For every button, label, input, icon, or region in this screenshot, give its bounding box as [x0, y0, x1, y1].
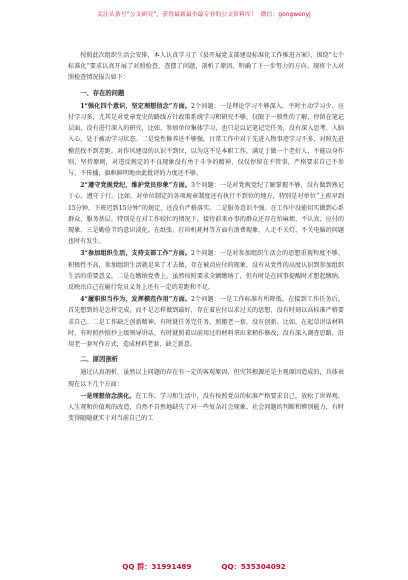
banner-wechat: 微信：gongwenyj [260, 11, 311, 18]
item-title: 2“遵守党规党纪，维护党员形象”方面。 [80, 182, 192, 190]
reason-body: 在工作、学习和生活中，没有按照党员的标准严格要求自己，放松了世界观、人生观和价值观的改造，自然不自然地缺失了对一些复杂社会现象、社会问题的判断和辨别能力，有时变得随随就实于对当前自己的工 [68, 392, 345, 423]
reason-title: 一是理想信念淡化。 [80, 392, 136, 400]
reason-paragraph [68, 391, 344, 425]
document-body [68, 50, 344, 425]
item-title: 3“参加组织生活，支持支部工作”方面。 [80, 250, 192, 258]
header-banner [0, 0, 408, 26]
intro-paragraph: 按照此次组织生活会安排，本人认真学习了《县开展党支部建设标准化工作推进方案》，围绕“七个标准化”要求认真开展了对照检查，查摆了问题、剖析了原因、明确了下一步努力的方向。现将个人对照检查情况报告如下： [68, 52, 344, 82]
section-heading-problems: 一、存在的问题 [80, 89, 125, 97]
item-body: 3个问题：一是对党规党纪了解掌握不够，没有做到熟记于心、遵守于行。比如，对单位制定的各项规章制度还有执行不到位的地方，特别是对单位“上班早到15分钟，下班迟到15分钟”的规定，还没有严格落实。二是服务意识不强。在工作中没能切实做到心系群众、服务基层，特别是在对工作较忙的情况下，接待前来办事的群众还存在怕麻烦、不认真、应付的现象。三是勤俭节约意识淡化。在纸张、打印机耗材等方面有浪费现象，人走不关灯、不关电脑的问题也时有发生。 [68, 182, 344, 246]
item-title: 1“强化四个意识，坚定理想信念”方面。 [80, 102, 192, 110]
footer-qq: QQ：535304092 [221, 562, 286, 571]
item-paragraph [68, 294, 344, 350]
section-heading-causes: 二、原因剖析 [80, 356, 118, 364]
item-paragraph [68, 248, 344, 293]
banner-text: 关注头条号“公文研究”，获得最新最全最专业的公文资料库！ [97, 11, 257, 18]
analysis-paragraph: 通过认真剖析，虽然以上问题的存在有一定的客观原因，但究其根源还是主观原因造成的，具体表现在以下几个方面： [68, 369, 344, 388]
item-body: 2个问题：一是工作标准有所降低。在接到工作任务后，首先想到的是怎样完成，而不是怎样做到最好，存在着应付以求过关的思想，没有时刻以高标准严格要求自己。二是工作缺乏创新精神，有时就任务完任务，照搬老一套，没有创新。比如，在起草讲话材料时，有时照抄照抄上级领导讲话，有时就照着以前用过的材料拿出来稍作修改，没有深入调查思路，沿用老一套写作方式，造成材料老套，缺乏新意。 [68, 296, 344, 349]
item-body: 2个问题：一是对参加组织生活会的思想重视程度不够、积极性不高，参加组织生活就是来了才去做，存在被动应付的现象，没有从党性的高度认识到参加组织生活的重要意义。二是在缴纳党费上，虽然按照要求全额缴纳了，但有时是在同事提醒时才想起缴纳，反映出自己在履行党员义务上还有一定的差距和不足。 [68, 250, 344, 292]
footer-qq-group: QQ 群：31991489 [122, 562, 192, 571]
item-body: 2个问题：一是理论学习不够深入。平时主动学习少、应付学习多，尤其是对党章党史的路线方针政策系统学习和研究不够，仅限于一般性的了解，停留在笔记层面，没有进行深入的研究，比如，参加单位集体学习，也只是以记笔记完任务，没有深入思考、入脑入心，处于被动学习状态。二是党性修养还不够强。日常工作中对于先进人物事迹学习不多，对照先进模范找不到差距。对作风建设的认识不到位，以为这不是本职工作，满足于做一个老好人，不能以身作则，坚持原则，对违反规定的不良现象没有勇于斗争的精神，仅仅停留在不管事，严格要求自己不参与、不传播，旗帜鲜明地由此批评的力度还不够。 [68, 102, 344, 178]
item-paragraph [68, 180, 344, 247]
item-title: 4“履职担当作为，发挥模范作用”方面。 [80, 296, 192, 304]
item-paragraph [68, 101, 344, 179]
footer-contacts [0, 562, 408, 572]
